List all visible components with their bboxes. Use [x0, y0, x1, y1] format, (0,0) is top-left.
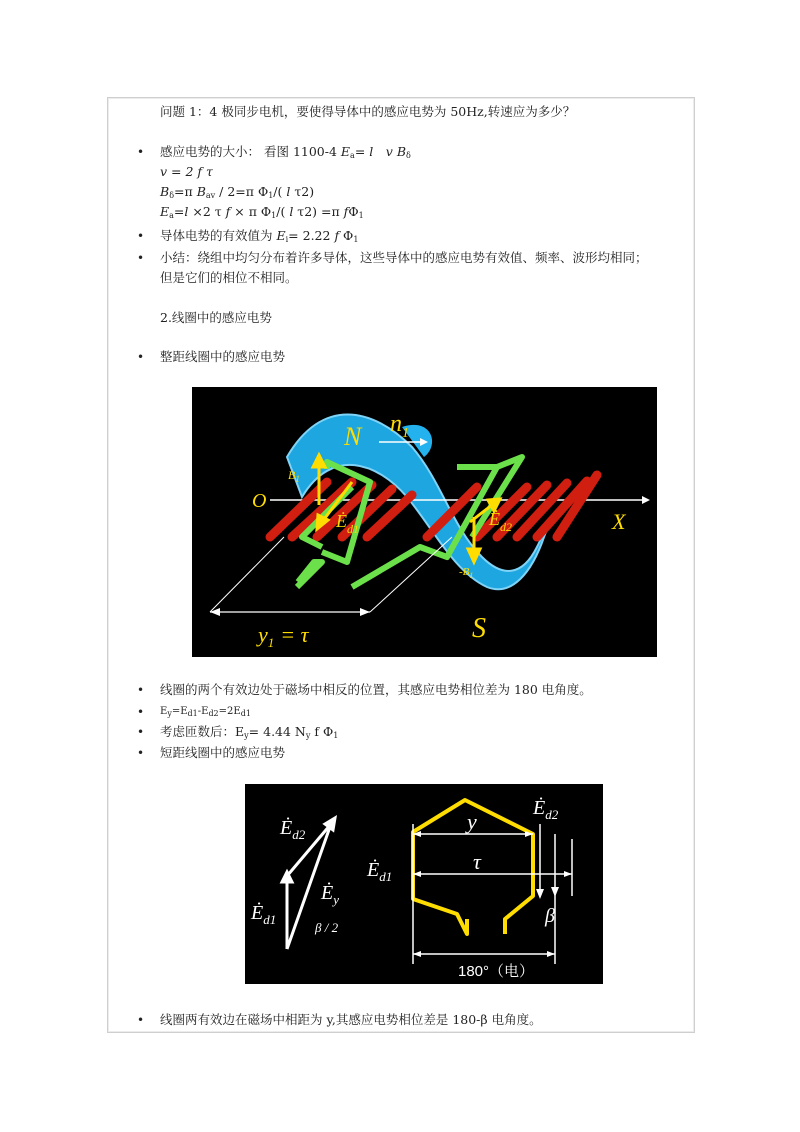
- formula-b: $B_\delta=\pi$ $B_{av} / 2=\pi$ $\Phi_1/$( l τ2): [160, 184, 315, 200]
- coil-ed1-label: $Ė_{d1}$: [367, 859, 393, 884]
- y1-tau-label: $y_1 = \tau$: [258, 622, 309, 650]
- full-pitch-heading: 整距线圈中的感应电势: [160, 349, 286, 364]
- section-heading: 2.线圈中的感应电势: [160, 310, 272, 325]
- bullet: •: [137, 683, 145, 697]
- summary-line-2: 但是它们的相位不相同。: [160, 270, 298, 285]
- half-beta-label: β / 2: [315, 920, 339, 935]
- full-pitch-coil-figure: [192, 387, 657, 657]
- ed1-phasor-label: $Ė_{d1}$: [251, 902, 277, 927]
- short-pitch-phase-line: 线圈两有效边在磁场中相距为 y,其感应电势相位差是 180-β 电角度。: [160, 1012, 542, 1027]
- x-axis-arrow: [642, 496, 650, 504]
- ey-phasor-label: $Ė_y$: [321, 882, 339, 907]
- bullet: •: [137, 1013, 145, 1027]
- electrical-180-label: 180°（电）: [458, 963, 535, 980]
- pitch-y-label: y: [467, 809, 477, 834]
- ed2-label: $Ė_{d2}$: [489, 509, 512, 534]
- beta-label: β: [545, 905, 555, 927]
- bullet: •: [137, 705, 145, 719]
- bullet: •: [137, 350, 145, 364]
- ed1-label: $Ė_{d1}$: [336, 511, 359, 536]
- emf-magnitude-line: 感应电势的大小： 看图 1100-4 $E_a= l$ v $B_\delta$: [160, 144, 411, 160]
- bullet: •: [137, 725, 145, 739]
- bullet: •: [137, 251, 145, 265]
- short-pitch-heading: 短距线圈中的感应电势: [160, 745, 286, 760]
- pole-s-label: S: [472, 613, 486, 644]
- y1-extension-right: [370, 537, 452, 612]
- minus-b1-label: $-B_1$: [459, 566, 474, 580]
- dimension-lines: [413, 824, 572, 964]
- x-axis-label: X: [612, 509, 626, 534]
- summary-line-1: 小结：绕组中均匀分布着许多导体，这些导体中的感应电势有效值、频率、波形均相同；: [160, 250, 648, 265]
- bullet: •: [137, 145, 145, 159]
- ey-formula: $E_y=E_{d1}-E_{d2}=2E_{d1}$: [160, 706, 251, 718]
- bullet: •: [137, 229, 145, 243]
- ed2-phasor-label: $Ė_{d2}$: [280, 817, 306, 842]
- short-pitch-coil-figure: [245, 784, 603, 984]
- origin-label: O: [252, 490, 267, 512]
- pole-n-label: N: [344, 422, 362, 451]
- effective-value-line: 导体电势的有效值为 $E_i= 2.22$ f $\Phi_1$: [160, 228, 359, 244]
- phase-180-line: 线圈的两个有效边处于磁场中相反的位置，其感应电势相位差为 180 电角度。: [160, 682, 592, 697]
- question-1: 问题 1：4 极同步电机，要使得导体中的感应电势为 50Hz,转速应为多少？: [160, 104, 576, 119]
- coil-ed2-label: $Ė_{d2}$: [533, 797, 559, 822]
- speed-label: $n_1$: [390, 411, 409, 441]
- bullet: •: [137, 746, 145, 760]
- y1-extension-left: [210, 537, 284, 612]
- formula-v: v = 2 f τ: [160, 164, 213, 179]
- formula-e: $E_a=l \times 2$ τ f × π $\Phi_1/$( l τ2) =π $f\Phi_1$: [160, 204, 364, 220]
- turns-formula: 考虑匝数后：$E_y= 4.44$ $N_y$ f $\Phi_1$: [160, 724, 339, 740]
- pole-pitch-tau-label: τ: [473, 849, 481, 874]
- b1-label: $B_1$: [288, 468, 300, 484]
